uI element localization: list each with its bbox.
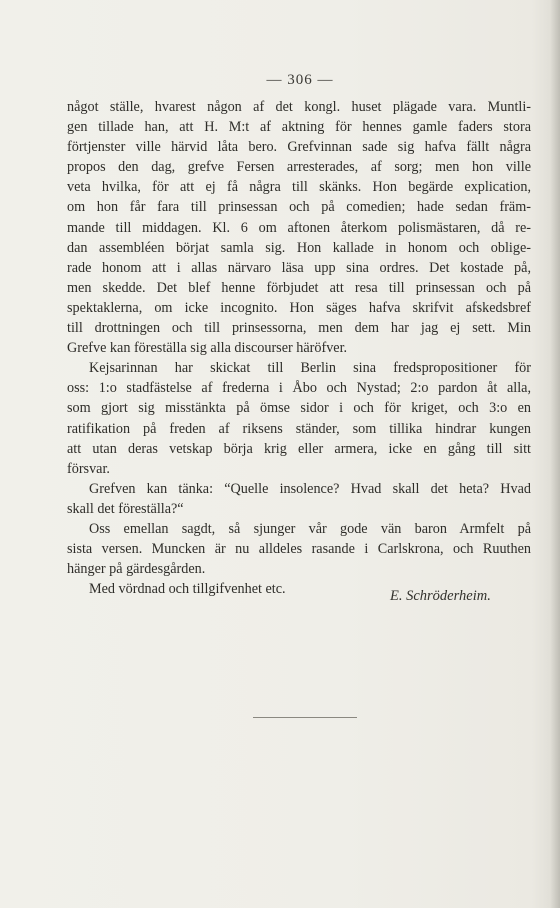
text-line: försvar. (67, 460, 110, 477)
text-line: något ställe, hvarest någon af det kongl. huset plägade vara. Muntli- (67, 99, 531, 115)
closing-rule (253, 717, 357, 718)
letter-body (67, 97, 531, 599)
page-number: — 306 — (266, 72, 334, 88)
text-line: Grefve kan föreställa sig alla discourser häröfver. (67, 340, 348, 357)
text-line: om hon får fara till prinsessan och på comedien; hade sedan främ- (67, 199, 531, 216)
signature: E. Schröderheim. (390, 588, 491, 604)
text-line: men skedde. Det blef henne förbjudet att resa till prinsessan och på (67, 279, 531, 296)
text-line: propos den dag, grefve Fersen arresterades, af sorg; men hon ville (67, 159, 531, 176)
text-line: skall det föreställa?“ (67, 500, 184, 517)
text-line: dan assembléen börjat samla sig. Hon kallade in honom och oblige- (67, 239, 531, 256)
text-line: som gjort sig misstänkta på ömse sidor i och för kriget, och 3:o en (67, 400, 531, 417)
text-line: ratifikation på freden af riksens ständer, som tillika hindrar kungen (67, 420, 531, 437)
text-line: spektaklerna, om icke incognito. Hon säges hafva skrifvit afskedsbref (67, 299, 531, 316)
text-line: Oss emellan sagdt, så sjunger vår gode vän baron Armfelt på (89, 520, 531, 537)
text-line: Med vördnad och tillgifvenhet etc. (89, 581, 286, 598)
text-line: Grefven kan tänka: “Quelle insolence? Hvad skall det heta? Hvad (89, 480, 531, 497)
text-line: att utan deras vetskap börja krig eller armera, icke en gång till sitt (67, 440, 531, 457)
text-line: oss: 1:o stadfästelse af frederna i Åbo och Nystad; 2:o pardon åt alla, (67, 380, 531, 397)
text-line: hänger på gärdesgården. (67, 561, 206, 578)
page-edge-shadow (550, 0, 560, 908)
text-line: Kejsarinnan har skickat till Berlin sina fredspropositioner för (89, 360, 531, 377)
text-line: förtjenster ville härvid låta bero. Grefvinnan sade sig hafva fällt några (67, 139, 531, 156)
text-line: sista versen. Muncken är nu alldeles rasande i Carlskrona, och Ruuthen (67, 541, 531, 558)
text-line: rade honom att i allas närvaro läsa upp sina ordres. Det kostade på, (67, 259, 531, 276)
text-line: till drottningen och till prinsessorna, men dem har jag ej sett. Min (67, 320, 531, 337)
text-line: gen tillade han, att H. M:t af aktning för hennes gamle faders stora (67, 119, 531, 136)
text-line: veta hvilka, för att ej få några till skänks. Hon begärde explication, (67, 179, 531, 196)
text-line: mande till middagen. Kl. 6 om aftonen återkom polismästaren, då re- (67, 219, 531, 236)
